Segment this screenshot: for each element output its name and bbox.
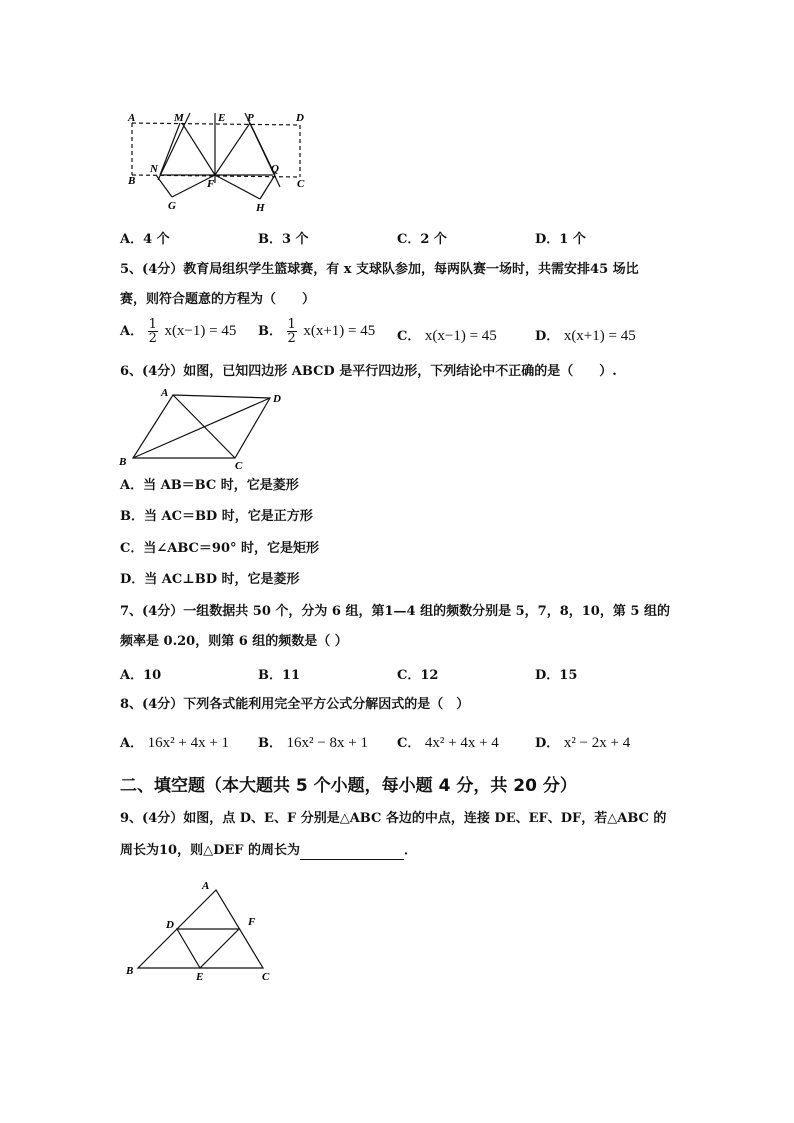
q5-option-a-label: A． — [120, 324, 144, 339]
q4-option-d: D．1 个 — [535, 232, 586, 247]
q5-option-d — [535, 325, 636, 345]
q6-stem: 6、(4分）如图，已知四边形 ABCD 是平行四边形，下列结论中不正确的是（ ）. — [120, 364, 617, 379]
q8-option-b-label: B． — [258, 736, 282, 751]
q4-label-N: N — [150, 163, 158, 175]
q7-option-c: C．12 — [397, 668, 439, 683]
q5-option-b-fraction: $\frac{1}{2}$ — [287, 317, 296, 346]
q5-option-d-expr: x(x+1) = 45 — [563, 328, 636, 344]
q8-option-b-expr: 16x² − 8x + 1 — [286, 735, 368, 751]
q6-label-D: D — [273, 393, 281, 405]
q9-triangle-figure — [120, 876, 280, 986]
q6-option-d: D．当 AC⊥BD 时，它是菱形 — [120, 572, 300, 587]
q4-option-c: C．2 个 — [397, 232, 447, 247]
q6-option-a: A．当 AB＝BC 时，它是菱形 — [120, 478, 299, 493]
q8-option-d — [535, 732, 630, 752]
q8-option-a-expr: 16x² + 4x + 1 — [147, 735, 230, 751]
q5-option-b-expr: x(x+1) = 45 — [303, 323, 376, 339]
q4-label-A: A — [128, 112, 136, 124]
q8-option-c — [397, 732, 499, 752]
q5-option-c-label: C． — [397, 329, 421, 344]
q8-option-d-label: D． — [535, 736, 560, 751]
q5-option-c-expr: x(x−1) = 45 — [424, 328, 497, 344]
q4-figure — [120, 105, 320, 215]
q4-option-b: B．3 个 — [258, 232, 309, 247]
q5-option-b-label: B． — [258, 324, 282, 339]
q7-option-a: A．10 — [120, 668, 162, 683]
q4-label-B: B — [128, 175, 136, 187]
q9-label-B: B — [126, 965, 134, 977]
q4-option-a: A．4 个 — [120, 232, 170, 247]
q4-label-H: H — [256, 202, 265, 214]
section-heading-fill-in: 二、填空题（本大题共 5 个小题，每小题 4 分，共 20 分） — [120, 776, 577, 796]
q5-option-d-label: D． — [535, 329, 560, 344]
q8-stem: 8、(4分）下列各式能利用完全平方公式分解因式的是（ ） — [120, 697, 470, 712]
q6-label-C: C — [235, 460, 243, 472]
q6-label-B: B — [119, 456, 127, 468]
q9-stem-line2 — [120, 842, 417, 860]
q9-stem-line2-text: 周长为10，则△DEF 的周长为 — [120, 843, 301, 858]
q7-option-d: D．15 — [535, 668, 578, 683]
q5-option-a-fraction: $\frac{1}{2}$ — [148, 317, 157, 346]
q4-label-P: P — [247, 112, 254, 124]
q9-stem-line1: 9、(4分）如图，点 D、E、F 分别是△ABC 各边的中点，连接 DE、EF、DF，若△ABC 的 — [120, 811, 667, 826]
q5-option-a — [120, 318, 236, 345]
q9-answer-blank[interactable] — [300, 845, 404, 860]
q8-option-b — [258, 732, 368, 752]
q5-option-a-expr: x(x−1) = 45 — [164, 323, 237, 339]
q5-stem-line2: 赛，则符合题意的方程为（ ） — [120, 292, 316, 307]
q8-option-d-expr: x² − 2x + 4 — [563, 735, 631, 751]
q4-label-M: M — [174, 112, 184, 124]
q4-label-G: G — [168, 200, 176, 212]
q8-option-c-expr: 4x² + 4x + 4 — [424, 735, 499, 751]
q5-stem-line1: 5、(4分）教育局组织学生篮球赛，有 x 支球队参加，每两队赛一场时，共需安排45 场比 — [120, 262, 639, 277]
q4-label-D: D — [296, 112, 304, 124]
q7-stem-line1: 7、(4分）一组数据共 50 个，分为 6 组，第1—4 组的频数分别是 5，7，8，10，第 5 组的 — [120, 604, 670, 619]
q8-option-a — [120, 732, 229, 752]
q4-label-F: F — [207, 178, 215, 190]
q8-option-c-label: C． — [397, 736, 421, 751]
q9-label-D: D — [166, 919, 174, 931]
q5-option-b — [258, 318, 375, 345]
q5-option-c — [397, 325, 497, 345]
q9-label-E: E — [196, 971, 204, 983]
q9-label-A: A — [202, 880, 210, 892]
q6-option-b: B．当 AC＝BD 时，它是正方形 — [120, 509, 313, 524]
q4-label-Q: Q — [271, 163, 279, 175]
q9-label-F: F — [248, 916, 256, 928]
q7-option-b: B．11 — [258, 668, 301, 683]
q9-label-C: C — [262, 971, 270, 983]
q6-parallelogram-figure — [115, 385, 295, 473]
q9-stem-line2-end: ． — [404, 843, 418, 858]
q6-label-A: A — [161, 387, 169, 399]
q8-option-a-label: A． — [120, 736, 144, 751]
q6-option-c: C．当∠ABC＝90° 时，它是矩形 — [120, 541, 320, 556]
q4-label-C: C — [297, 178, 305, 190]
q7-stem-line2: 频率是 0.20，则第 6 组的频数是（ ） — [120, 634, 348, 649]
q4-label-E: E — [218, 112, 226, 124]
